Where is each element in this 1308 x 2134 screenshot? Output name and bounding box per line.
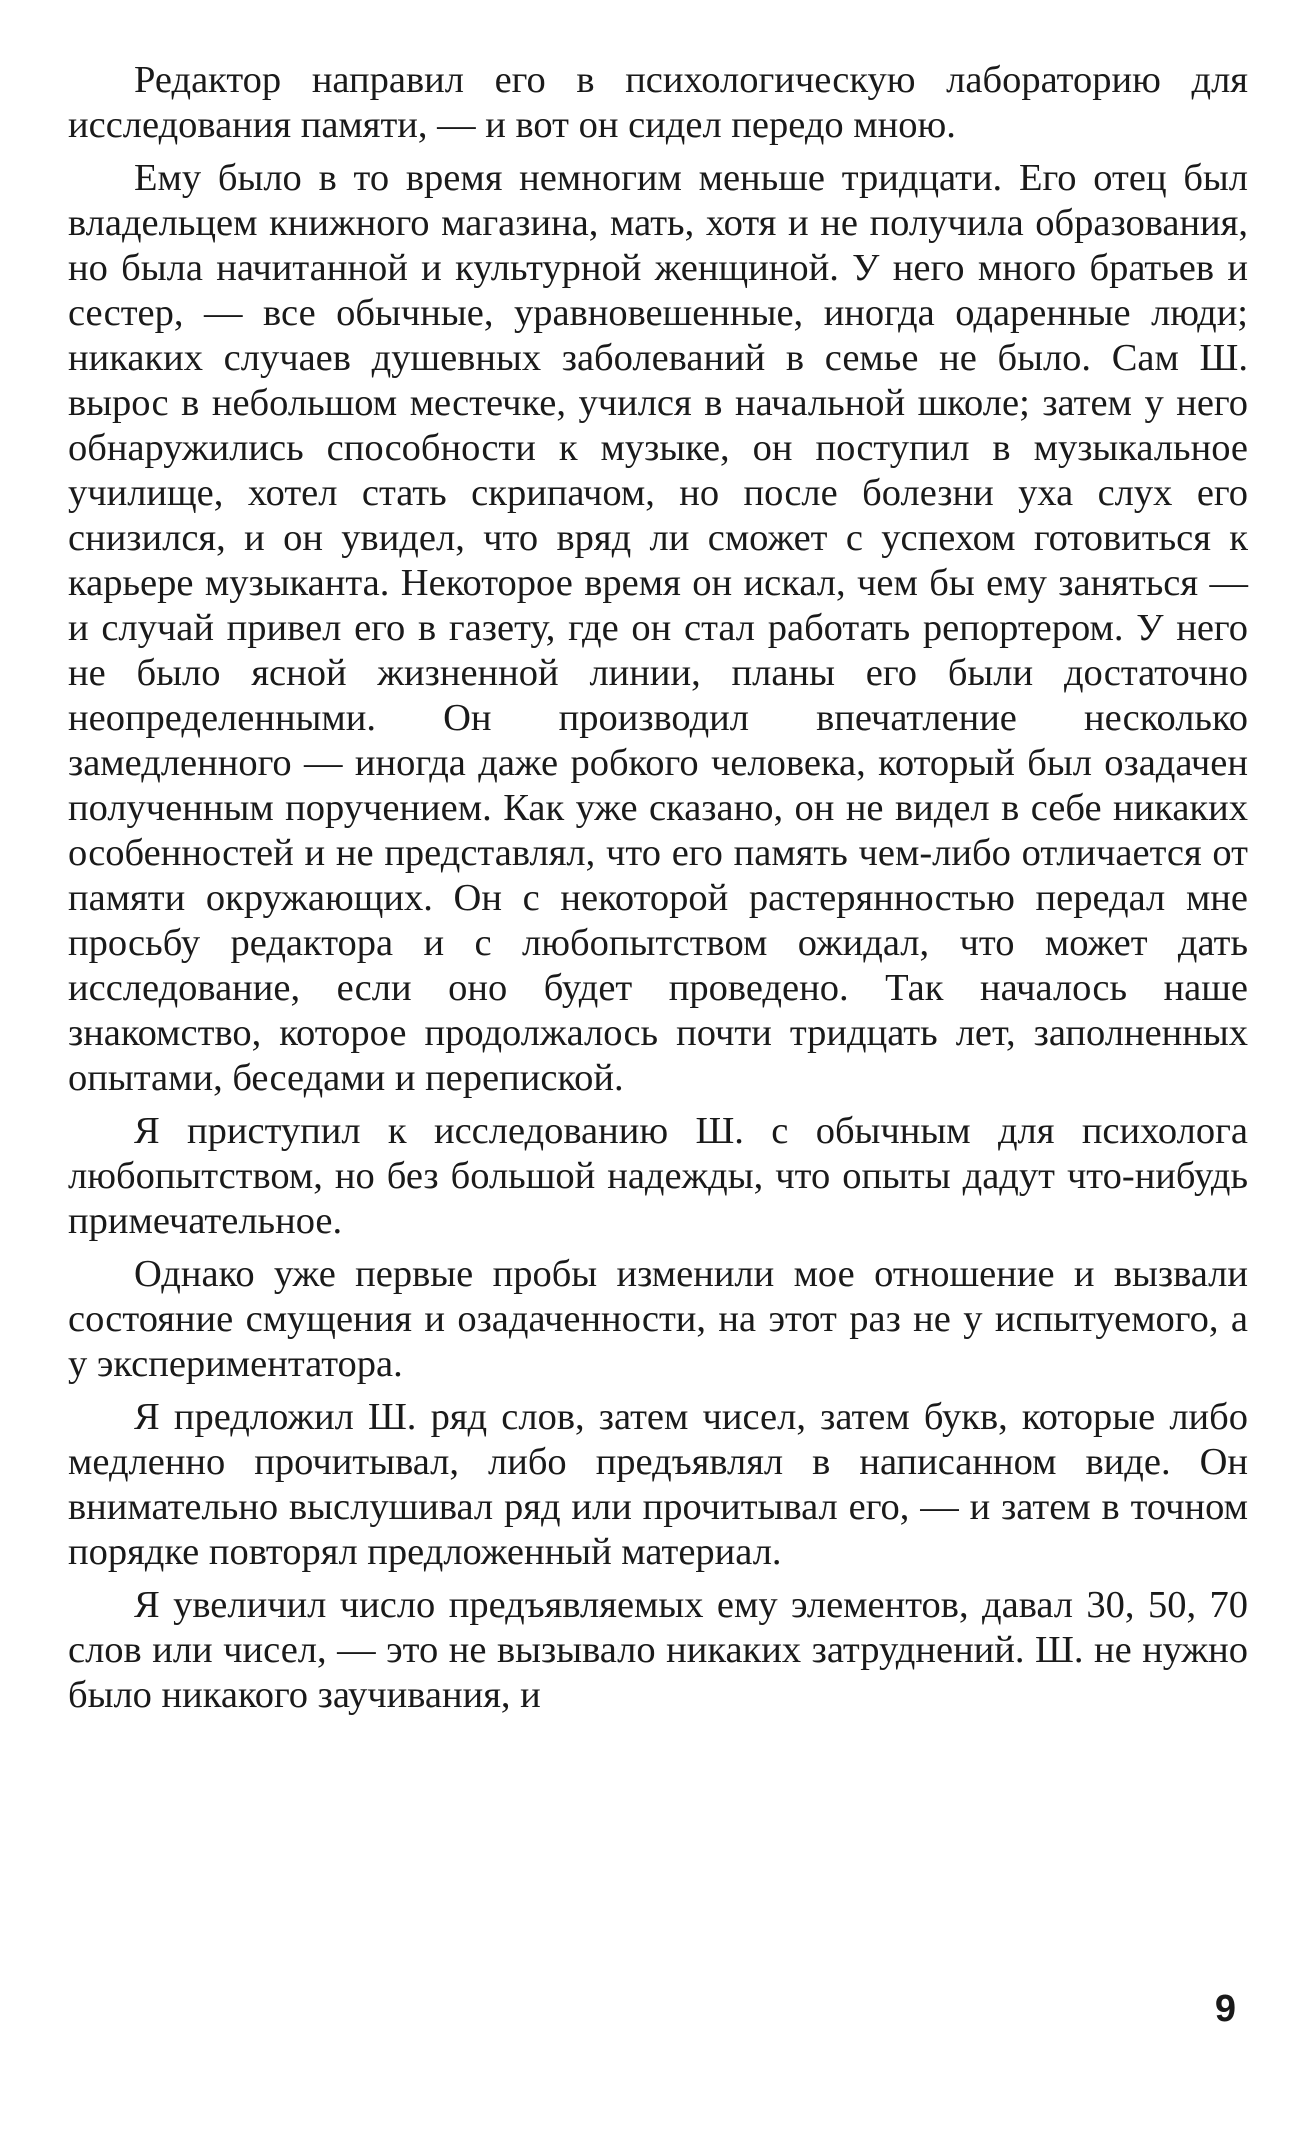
paragraph-increased-elements: Я увеличил число предъявляемых ему элементов, давал 30, 50, 70 слов или чисел, — это не вызывало никаких затруднений. Ш. не нужно было никакого заучивания, и <box>68 1584 1248 1716</box>
paragraph-first-trials: Однако уже первые пробы изменили мое отношение и вызвали состояние смущения и озадаченности, на этот раз не у испытуемого, а у экспериментатора. <box>68 1253 1248 1385</box>
paragraph-editor-sent: Редактор направил его в психологическую лабораторию для исследования памяти, — и вот он сидел передо мною. <box>68 59 1248 146</box>
book-page-body <box>68 58 1248 1726</box>
paragraph-biography: Ему было в то время немногим меньше тридцати. Его отец был владельцем книжного магазина, мать, хотя и не получила образования, но была начитанной и культурной женщиной. У него много братьев и сестер, — все обычные, уравновешенные, иногда одаренные люди; никаких случаев душевных заболеваний в семье не было. Сам Ш. вырос в небольшом местечке, учился в начальной школе; затем у него обнаружились способности к музыке, он поступил в музыкальное училище, хотел стать скрипачом, но после болезни уха слух его снизился, и он увидел, что вряд ли сможет с успехом готовиться к карьере музыканта. Некоторое время он искал, чем бы ему заняться — и случай привел его в газету, где он стал работать репортером. У него не было ясной жизненной линии, планы его были достаточно неопределенными. Он производил впечатление несколько замедленного — иногда даже робкого человека, который был озадачен полученным поручением. Как уже сказано, он не видел в себе никаких особенностей и не представлял, что его память чем-либо отличается от памяти окружающих. Он с некоторой растерянностью передал мне просьбу редактора и с любопытством ожидал, что может дать исследование, если оно будет проведено. Так началось наше знакомство, которое продолжалось почти тридцать лет, заполненных опытами, беседами и перепиской. <box>68 157 1248 1099</box>
paragraph-word-series: Я предложил Ш. ряд слов, затем чисел, затем букв, которые либо медленно прочитывал, либо предъявлял в написанном виде. Он внимательно выслушивал ряд или прочитывал его, — и затем в точном порядке повторял предложенный материал. <box>68 1396 1248 1573</box>
paragraph-began-research: Я приступил к исследованию Ш. с обычным для психолога любопытством, но без большой надежды, что опыты дадут что-нибудь примечательное. <box>68 1110 1248 1242</box>
page-number: 9 <box>1214 1988 1236 2030</box>
